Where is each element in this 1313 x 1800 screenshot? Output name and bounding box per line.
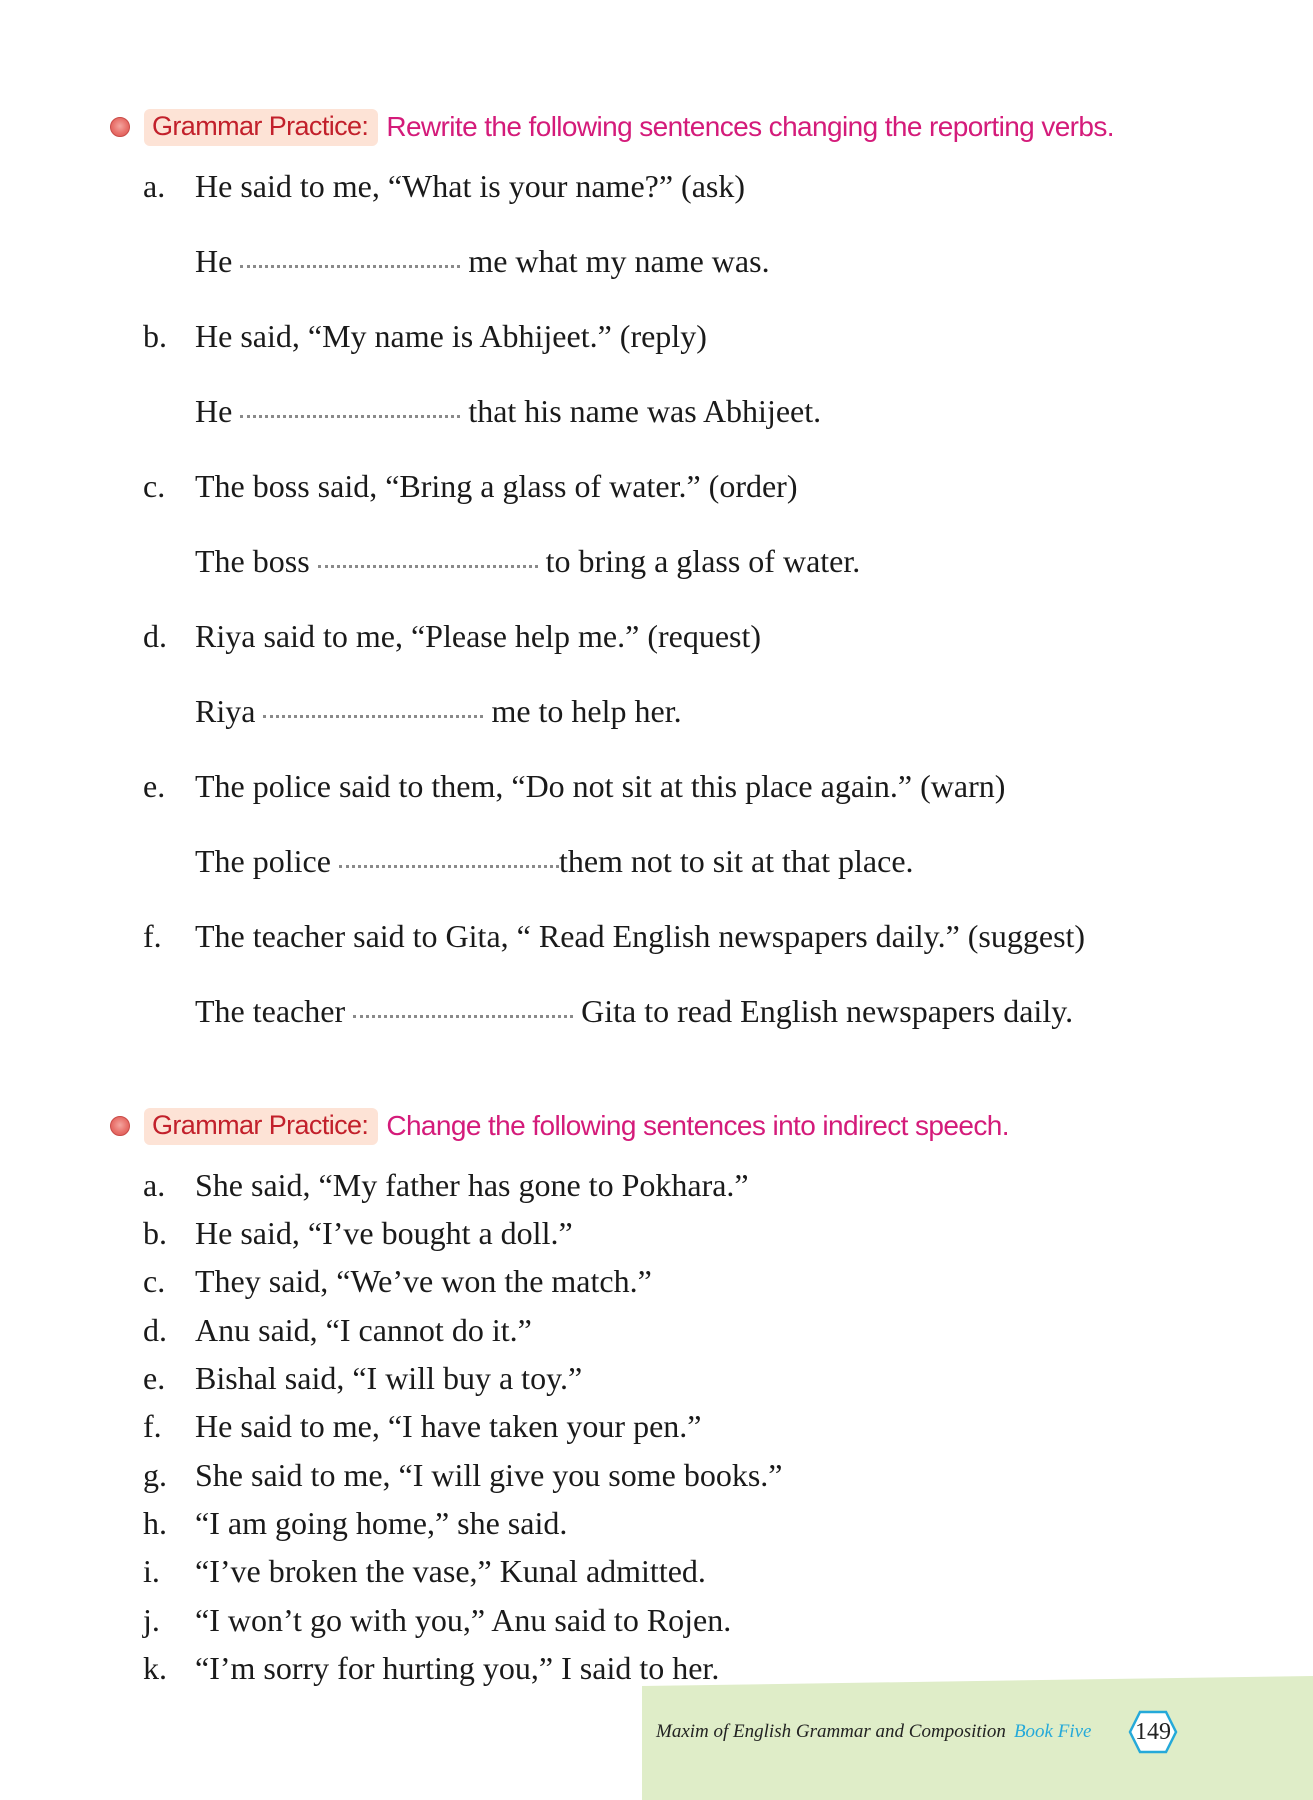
- page-number: 149: [1135, 1718, 1171, 1745]
- answer-after: to bring a glass of water.: [545, 543, 861, 579]
- answer-after: me to help her.: [491, 693, 682, 729]
- answer-blank[interactable]: [240, 411, 460, 418]
- list-label: f.: [143, 1408, 162, 1444]
- list-label: d.: [143, 1312, 167, 1348]
- question-text: He said to me, “What is your name?” (ask): [195, 168, 746, 204]
- list-text: Anu said, “I cannot do it.”: [195, 1312, 532, 1348]
- answer-blank[interactable]: [240, 261, 460, 268]
- list-item: [143, 1165, 749, 1205]
- answer-line: [195, 241, 770, 281]
- list-label: j.: [143, 1602, 160, 1638]
- list-text: “I’m sorry for hurting you,” I said to her.: [195, 1650, 720, 1686]
- list-item: [143, 1261, 652, 1301]
- list-item: [143, 1600, 731, 1640]
- answer-blank[interactable]: [318, 561, 538, 568]
- section-2-tag: Grammar Practice:: [144, 1108, 378, 1145]
- answer-after: that his name was Abhijeet.: [468, 393, 822, 429]
- answer-line: [195, 841, 914, 881]
- exercise-question: [143, 616, 761, 656]
- list-text: Bishal said, “I will buy a toy.”: [195, 1360, 583, 1396]
- answer-after: Gita to read English newspapers daily.: [581, 993, 1074, 1029]
- flower-bullet-icon: [110, 117, 130, 137]
- question-label: a.: [143, 168, 166, 204]
- question-text: The teacher said to Gita, “ Read English newspapers daily.” (suggest): [195, 918, 1086, 954]
- list-text: “I won’t go with you,” Anu said to Rojen.: [195, 1602, 732, 1638]
- list-item: [143, 1455, 782, 1495]
- question-label: d.: [143, 618, 167, 654]
- list-item: [143, 1358, 582, 1398]
- section-1-header: [110, 107, 1114, 147]
- list-label: b.: [143, 1215, 167, 1251]
- exercise-question: [143, 316, 707, 356]
- section-2-header: [110, 1106, 1009, 1146]
- list-item: [143, 1310, 532, 1350]
- list-label: k.: [143, 1650, 167, 1686]
- exercise-question: [143, 466, 797, 506]
- answer-before: The boss: [195, 543, 310, 579]
- list-text: He said, “I’ve bought a doll.”: [195, 1215, 573, 1251]
- list-text: She said, “My father has gone to Pokhara.”: [195, 1167, 749, 1203]
- answer-line: [195, 691, 682, 731]
- question-label: c.: [143, 468, 166, 504]
- section-2-instruction: Change the following sentences into indirect speech.: [386, 1110, 1009, 1141]
- question-text: Riya said to me, “Please help me.” (request): [195, 618, 762, 654]
- question-text: The boss said, “Bring a glass of water.” (order): [195, 468, 798, 504]
- list-text: They said, “We’ve won the match.”: [195, 1263, 652, 1299]
- answer-after: them not to sit at that place.: [558, 843, 914, 879]
- list-label: a.: [143, 1167, 166, 1203]
- list-label: g.: [143, 1457, 167, 1493]
- answer-blank[interactable]: [353, 1011, 573, 1018]
- question-label: b.: [143, 318, 167, 354]
- exercise-question: [143, 766, 1005, 806]
- question-label: e.: [143, 768, 166, 804]
- list-item: [143, 1406, 701, 1446]
- list-text: He said to me, “I have taken your pen.”: [195, 1408, 702, 1444]
- answer-blank[interactable]: [339, 861, 559, 868]
- question-text: He said, “My name is Abhijeet.” (reply): [195, 318, 707, 354]
- footer-book-label: Book Five: [1013, 1721, 1092, 1742]
- answer-before: The police: [195, 843, 331, 879]
- question-label: f.: [143, 918, 162, 954]
- list-label: h.: [143, 1505, 167, 1541]
- list-label: c.: [143, 1263, 166, 1299]
- exercise-question: [143, 166, 745, 206]
- footer-title-line: [656, 1714, 1091, 1750]
- list-text: “I am going home,” she said.: [195, 1505, 568, 1541]
- answer-before: The teacher: [195, 993, 346, 1029]
- exercise-question: [143, 916, 1085, 956]
- list-text: She said to me, “I will give you some books.”: [195, 1457, 783, 1493]
- list-item: [143, 1213, 573, 1253]
- answer-before: He: [195, 243, 233, 279]
- list-item: [143, 1551, 706, 1591]
- section-1-instruction: Rewrite the following sentences changing the reporting verbs.: [386, 111, 1114, 142]
- answer-before: He: [195, 393, 233, 429]
- answer-line: [195, 991, 1073, 1031]
- question-text: The police said to them, “Do not sit at this place again.” (warn): [195, 768, 1006, 804]
- list-label: e.: [143, 1360, 166, 1396]
- list-label: i.: [143, 1553, 160, 1589]
- list-item: [143, 1503, 567, 1543]
- answer-after: me what my name was.: [468, 243, 770, 279]
- answer-blank[interactable]: [263, 711, 483, 718]
- flower-bullet-icon: [110, 1116, 130, 1136]
- answer-before: Riya: [195, 693, 256, 729]
- list-item: [143, 1648, 719, 1688]
- page-number-badge: [1128, 1710, 1178, 1754]
- answer-line: [195, 541, 860, 581]
- answer-line: [195, 391, 821, 431]
- section-1-tag: Grammar Practice:: [144, 109, 378, 146]
- footer-title: Maxim of English Grammar and Composition: [656, 1721, 1006, 1742]
- list-text: “I’ve broken the vase,” Kunal admitted.: [195, 1553, 706, 1589]
